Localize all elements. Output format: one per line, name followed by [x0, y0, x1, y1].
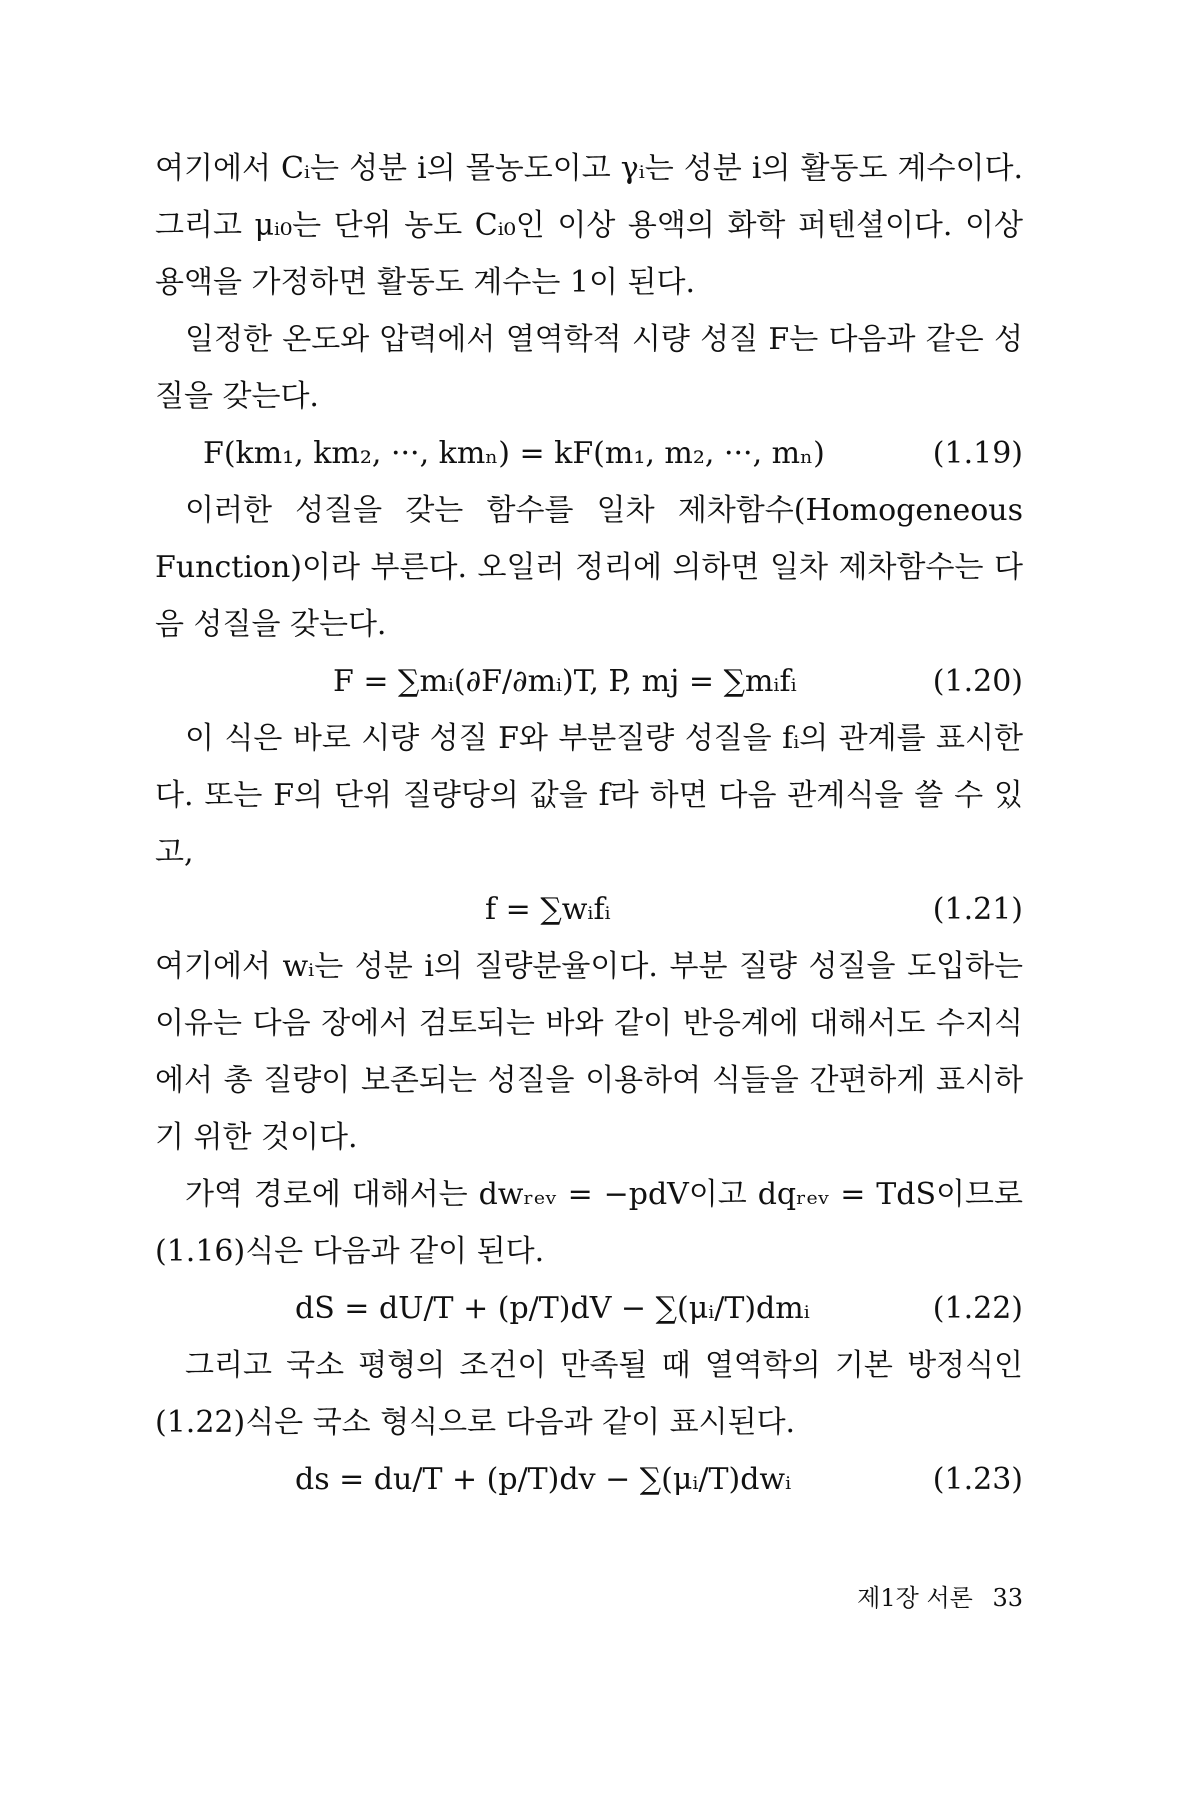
paragraph-local-equilibrium: 그리고 국소 평형의 조건이 만족될 때 열역학의 기본 방정식인 (1.22)식은 국소 형식으로 다음과 같이 표시된다. [155, 1348, 1023, 1440]
paragraph-partial-mass-property: 이 식은 바로 시량 성질 F와 부분질량 성질을 fᵢ의 관계를 표시한다. 또는 F의 단위 질량당의 값을 f라 하면 다음 관계식을 쓸 수 있고, [155, 721, 1023, 870]
equation-1-19 [155, 425, 1023, 482]
equation-number: (1.20) [932, 664, 1023, 699]
paragraph-concentration-definitions: 여기에서 Cᵢ는 성분 i의 몰농도이고 γᵢ는 성분 i의 활동도 계수이다. 그리고 μᵢ₀는 단위 농도 Cᵢ₀인 이상 용액의 화학 퍼텐셜이다. 이상 용액을 가정하면 활동도 계수는 1이 된다. [155, 151, 1023, 300]
equation-number: (1.23) [932, 1462, 1023, 1497]
paragraph-reversible-path: 가역 경로에 대해서는 dwᵣₑᵥ = −pdV이고 dqᵣₑᵥ = TdS이므로 (1.16)식은 다음과 같이 된다. [155, 1177, 1023, 1269]
equation-expression: F(km₁, km₂, ···, kmₙ) = kF(m₁, m₂, ···, mₙ) [203, 436, 825, 471]
equation-expression: f = ∑wᵢfᵢ [485, 892, 611, 927]
equation-1-23 [155, 1451, 1023, 1508]
page-footer [790, 1578, 1023, 1618]
equation-expression: F = ∑mᵢ(∂F/∂mᵢ)T, P, mj = ∑mᵢfᵢ [333, 664, 797, 699]
paragraph-homogeneous-function: 이러한 성질을 갖는 함수를 일차 제차함수(Homogeneous Function)이라 부른다. 오일러 정리에 의하면 일차 제차함수는 다음 성질을 갖는다. [155, 493, 1023, 642]
equation-1-22 [155, 1280, 1023, 1337]
paragraph-mass-fraction: 여기에서 wᵢ는 성분 i의 질량분율이다. 부분 질량 성질을 도입하는 이유는 다음 장에서 검토되는 바와 같이 반응계에 대해서도 수지식에서 총 질량이 보존되는 성질을 이용하여 식들을 간편하게 표시하기 위한 것이다. [155, 949, 1023, 1155]
page-number: 33 [992, 1584, 1023, 1612]
equation-number: (1.19) [932, 436, 1023, 471]
equation-number: (1.22) [932, 1291, 1023, 1326]
equation-1-20 [155, 653, 1023, 710]
equation-expression: dS = dU/T + (p/T)dV − ∑(μᵢ/T)dmᵢ [295, 1291, 810, 1326]
chapter-title: 제1장 서론 [857, 1584, 973, 1612]
paragraph-extensive-property: 일정한 온도와 압력에서 열역학적 시량 성질 F는 다음과 같은 성질을 갖는다. [155, 322, 1023, 414]
equation-expression: ds = du/T + (p/T)dv − ∑(μᵢ/T)dwᵢ [295, 1462, 792, 1497]
equation-number: (1.21) [932, 892, 1023, 927]
equation-1-21 [155, 881, 1023, 938]
